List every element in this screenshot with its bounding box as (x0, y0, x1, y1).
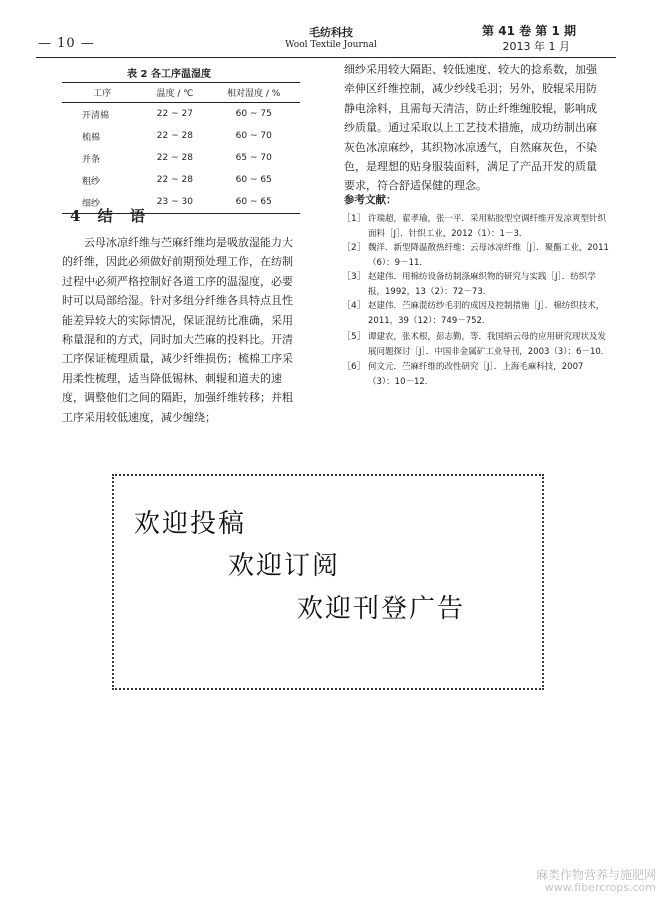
table-cell: 22 ~ 28 (156, 153, 193, 163)
issue-date: 2013 年 1 月 (502, 40, 570, 53)
reference-text: 赵建伟．苎麻混纺纱毛羽的成因及控制措施［J］．棉纺织技术，2011，39（12）：749－752． (368, 301, 605, 326)
table-cell: 粗纱 (82, 176, 101, 187)
table-row (62, 169, 300, 191)
reference-item (342, 241, 610, 270)
journal-name-cn: 毛纺科技 (309, 26, 353, 39)
temperature-humidity-table (62, 82, 300, 214)
watermark-url: www.fibercrops.com (544, 881, 656, 894)
reference-number: ［2］ (342, 243, 366, 253)
reference-item (342, 360, 610, 389)
section-number: 4 (70, 207, 87, 225)
reference-number: ［4］ (342, 301, 366, 311)
ad-line-advertising: 欢迎刊登广告 (297, 594, 466, 624)
reference-number: ［3］ (342, 272, 366, 282)
table-cell: 60 ~ 70 (235, 131, 272, 141)
reference-item (342, 212, 610, 241)
table-row (62, 147, 300, 169)
table-cell: 开清棉 (82, 110, 110, 121)
references-heading: 参考文献： (344, 194, 397, 206)
column-header: 温度 / ℃ (142, 83, 207, 103)
conclusion-paragraph-left: 云母冰凉纤维与苎麻纤维均是吸放湿能力大的纤维，因此必须做好前期预处理工作，在纺制过程中必须严格控制好各道工序的温湿度，必要时可以局部给湿。针对多组分纤维各具特点且性能差异较大的实际情况，保证混纺比准确，采用称量混和的方式，同时加大苎麻的投料比。开清工序保证梳理质量，减少纤维损伤；梳棉工序采用柔性梳理，适当降低锡林、刺辊和道夫的速度，调整他们之间的隔距，加强纤维转移；并粗工序采用较低速度，减少缠绕； (62, 236, 293, 424)
table-cell: 并条 (82, 154, 101, 165)
table-header-row (62, 83, 300, 103)
reference-text: 魏洋．新型降温散热纤维：云母冰凉纤维［J］．聚酯工业，2011（6）：9－11． (368, 243, 609, 268)
reference-number: ［1］ (342, 214, 366, 224)
conclusion-paragraph-right: 细纱采用较大隔距、较低速度、较大的捻系数，加强牵伸区纤维控制，减少纱线毛羽；另外，胶辊采用防静电涂料，且需每天清洁，防止纤维缠胶辊，影响成纱质量。通过采取以上工艺技术措施，成功纺制出麻灰色冰凉麻纱，其织物冰凉透气，自然麻灰色，不染色，是理想的贴身服装面料，满足了产品开发的质量要求，符合舒适保健的理念。 (344, 63, 597, 193)
column-header: 相对湿度 / % (207, 83, 300, 103)
table-cell: 22 ~ 28 (156, 131, 193, 141)
reference-text: 何文元．苎麻纤维的改性研究［J］．上海毛麻科技，2007（3）：10－12． (368, 362, 584, 387)
reference-text: 谭建农，张术根，彭志勤，等．我国绢云母的应用研究现状及发展问题探讨［J］．中国非金属矿工业导刊，2003（3）：6－10． (368, 332, 610, 357)
table-cell: 60 ~ 65 (235, 175, 272, 185)
reference-number: ［5］ (342, 332, 366, 342)
reference-text: 赵建伟．用棉纺设备纺制涤麻织物的研究与实践［J］．纺织学报，1992，13（2）：72－73． (368, 272, 596, 297)
reference-item (342, 270, 610, 299)
ad-line-subscription: 欢迎订阅 (228, 551, 341, 581)
table-cell: 60 ~ 65 (207, 191, 300, 214)
ad-line-submission: 欢迎投稿 (134, 509, 247, 539)
volume-issue: 第 41 卷 第 1 期 (482, 24, 576, 38)
reference-number: ［6］ (342, 362, 366, 372)
column-header: 工序 (62, 83, 142, 103)
table-cell: 23 ~ 30 (142, 191, 207, 214)
table-row (62, 125, 300, 147)
reference-item (342, 330, 610, 359)
table-cell: 65 ~ 70 (235, 153, 272, 163)
journal-name-en: Wool Textile Journal (285, 40, 377, 50)
table-cell: 细纱 (62, 191, 142, 214)
table-cell: 梳棉 (82, 132, 101, 143)
table-cell: 22 ~ 27 (156, 109, 193, 119)
table-title: 表 2 各工序温湿度 (127, 69, 211, 80)
reference-item (342, 299, 610, 328)
header-rule (36, 57, 616, 58)
table-row (62, 103, 300, 126)
page-number: — 10 — (38, 36, 95, 51)
section-title: 结 语 (97, 207, 151, 225)
table-cell: 60 ~ 75 (235, 109, 272, 119)
table-cell: 22 ~ 28 (156, 175, 193, 185)
section-heading (70, 205, 151, 226)
reference-text: 许瑞超，翟孝瑜，张一平．采用粘胶型空调纤维开发凉爽型针织面料［J］．针织工业，2012（1）：1－3． (368, 214, 607, 239)
watermark-cn: 麻类作物营养与施肥网 (535, 868, 656, 882)
